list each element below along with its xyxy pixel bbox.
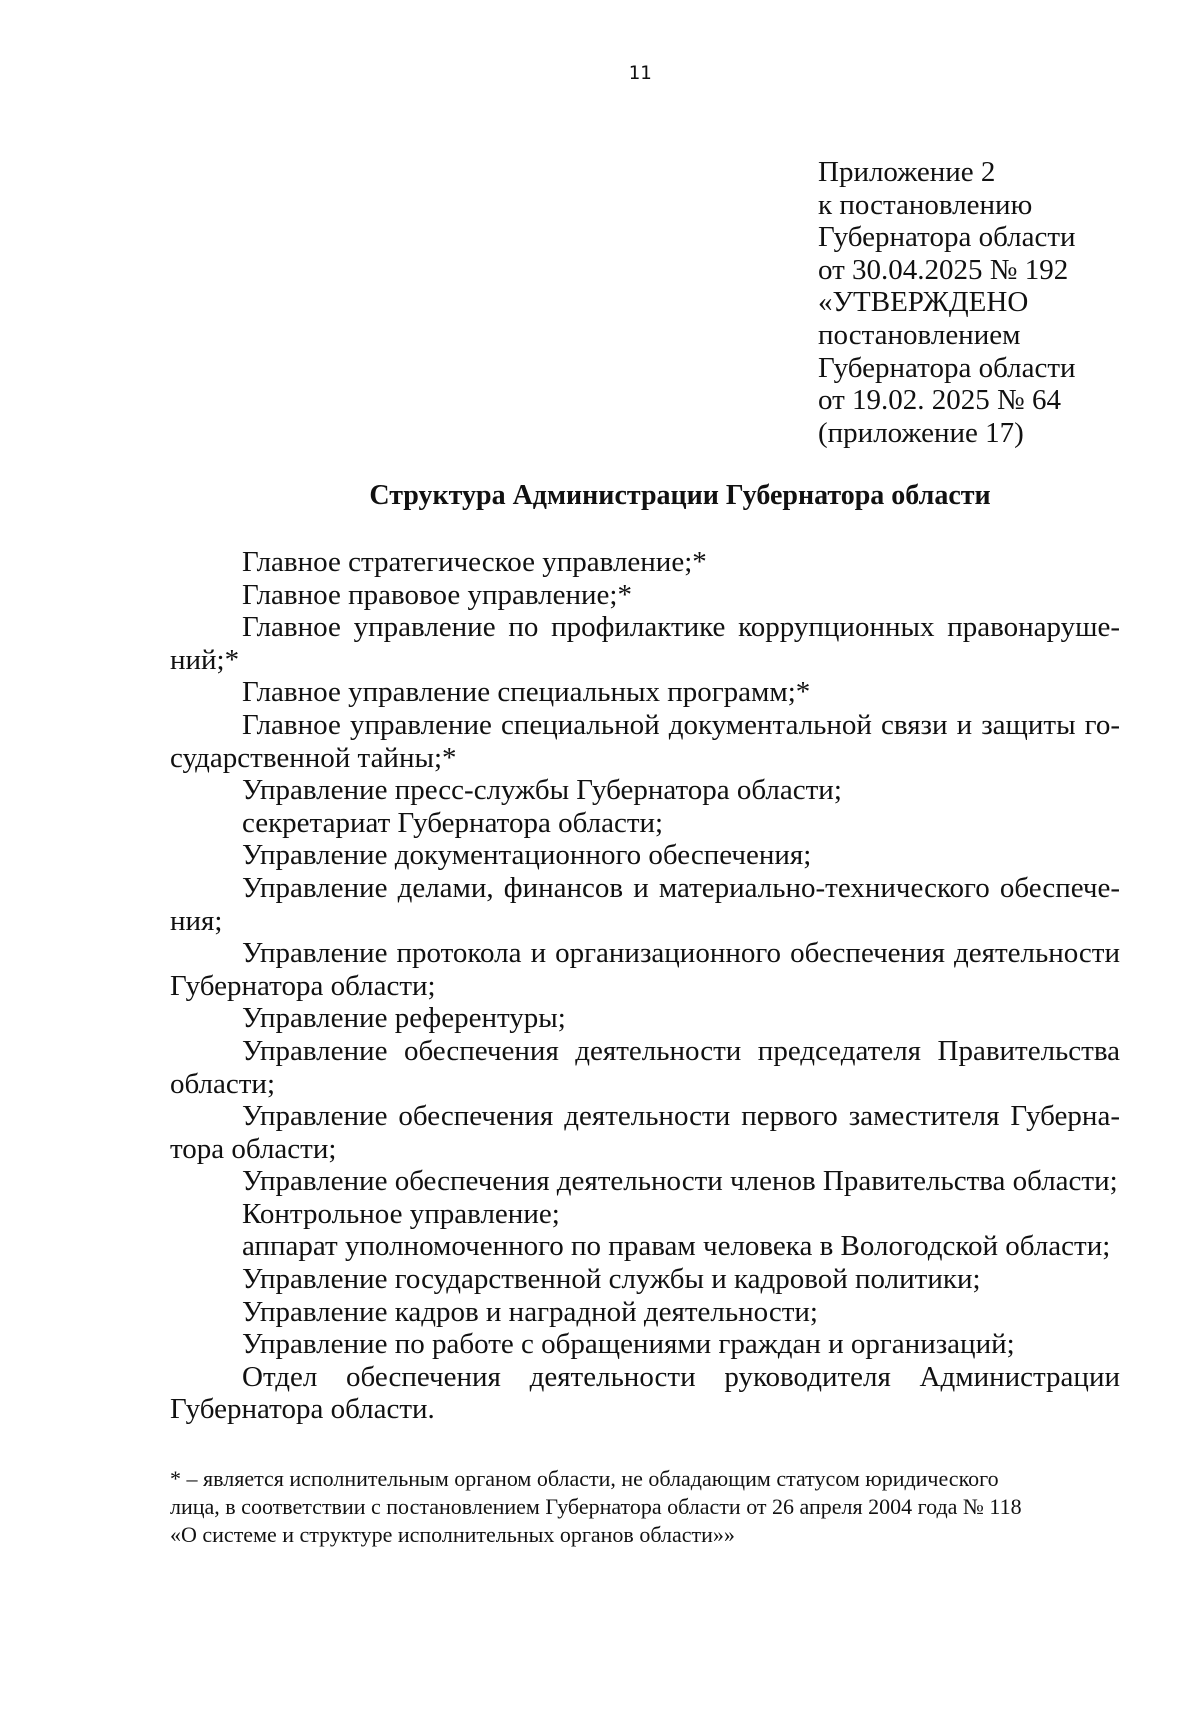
- list-item: Главное управление специальной документальной связи и защиты государственной тайны;*: [170, 708, 1120, 774]
- footnote-line: лица, в соответствии с постановлением Губернатора области от 26 апреля 2004 года № 118: [170, 1494, 1022, 1519]
- list-item: Управление документационного обеспечения;: [242, 839, 812, 872]
- appendix-line: от 19.02. 2025 № 64: [818, 384, 1061, 417]
- list-item: Управление обеспечения деятельности членов Правительства области;: [242, 1165, 1118, 1198]
- appendix-line: к постановлению: [818, 188, 1033, 221]
- appendix-line: постановлением: [818, 318, 1021, 351]
- footnote: [170, 1465, 1120, 1549]
- list-item: Главное управление специальных программ;*: [242, 676, 811, 709]
- list-item: секретариат Губернатора области;: [242, 806, 664, 839]
- list-item: Отдел обеспечения деятельности руководителя Администрации Губернатора области.: [170, 1360, 1120, 1426]
- list-item: аппарат уполномоченного по правам человека в Вологодской области;: [242, 1230, 1111, 1263]
- list-item: Управление обеспечения деятельности первого заместителя Губернатора области;: [170, 1100, 1120, 1165]
- page-number: 11: [628, 62, 652, 84]
- document-title: Структура Администрации Губернатора области: [369, 480, 991, 511]
- list-item: Управление протокола и организационного обеспечения деятельности Губернатора области;: [170, 937, 1120, 1002]
- list-item: Управление государственной службы и кадровой политики;: [242, 1263, 981, 1296]
- list-item: Главное стратегическое управление;*: [242, 546, 707, 578]
- list-item: Управление пресс-службы Губернатора области;: [242, 774, 842, 807]
- appendix-line: Приложение 2: [818, 156, 996, 188]
- structure-list: [170, 546, 1120, 1426]
- list-item: Управление делами, финансов и материально-технического обеспечения;: [170, 871, 1120, 937]
- list-item: Управление кадров и наградной деятельности;: [242, 1295, 818, 1328]
- list-item: Управление референтуры;: [242, 1002, 566, 1035]
- footnote-line: * – является исполнительным органом области, не обладающим статусом юридического: [170, 1466, 999, 1491]
- list-item: Главное управление по профилактике коррупционных правонарушений;*: [170, 611, 1120, 676]
- list-item: Управление по работе с обращениями граждан и организаций;: [242, 1328, 1015, 1361]
- appendix-line: Губернатора области: [818, 351, 1076, 384]
- list-item: Управление обеспечения деятельности председателя Правительства области;: [170, 1034, 1120, 1100]
- list-item: Главное правовое управление;*: [242, 578, 632, 611]
- appendix-approval-block: [818, 156, 1076, 449]
- list-item: Контрольное управление;: [242, 1197, 560, 1230]
- appendix-line: от 30.04.2025 № 192: [818, 253, 1069, 286]
- footnote-line: «О системе и структуре исполнительных органов области»»: [170, 1522, 735, 1547]
- appendix-line: (приложение 17): [818, 416, 1024, 449]
- appendix-line: Губернатора области: [818, 221, 1076, 254]
- appendix-line: «УТВЕРЖДЕНО: [818, 286, 1029, 319]
